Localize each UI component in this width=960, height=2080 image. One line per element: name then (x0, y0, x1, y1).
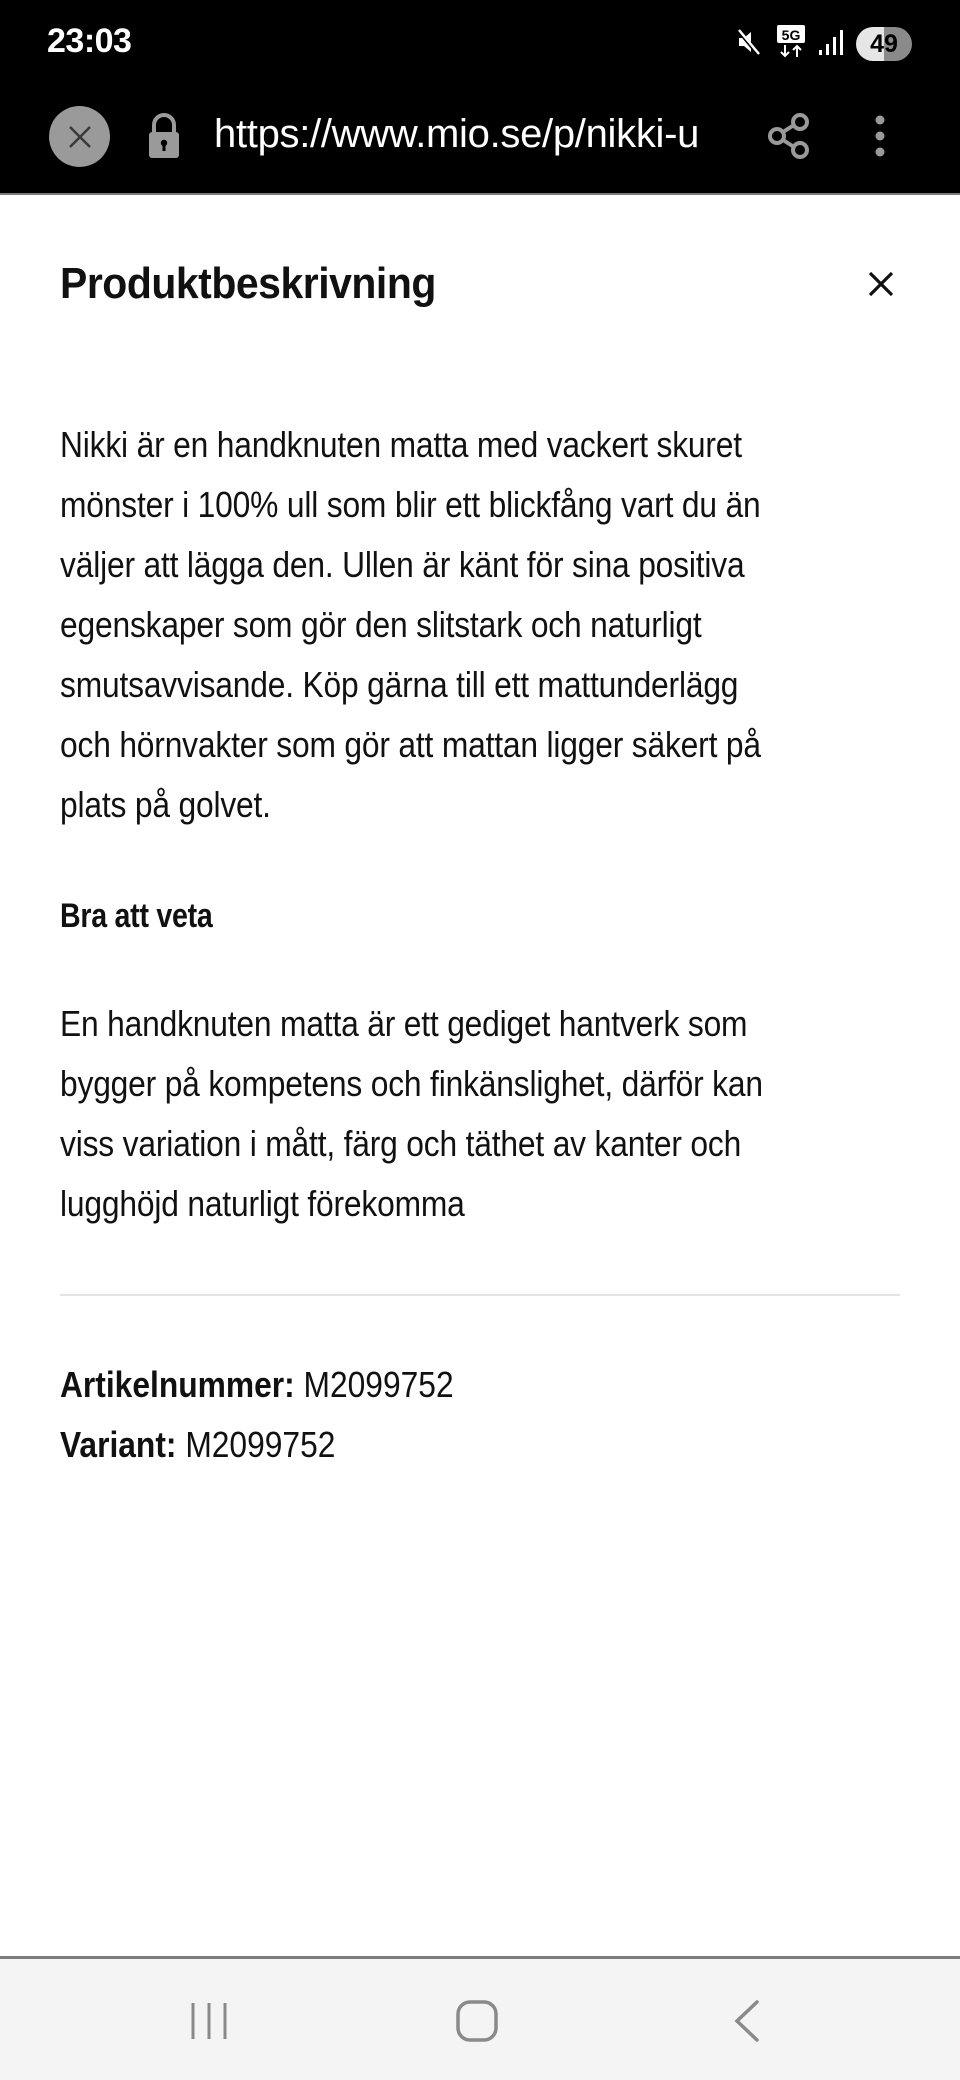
good-to-know-text (60, 994, 960, 1234)
back-icon (731, 2000, 761, 2042)
close-tab-button[interactable] (49, 106, 110, 167)
description-line: väljer att lägga den. Ullen är känt för sina positiva (60, 544, 745, 585)
description-line: plats på golvet. (60, 784, 271, 825)
divider (60, 1294, 900, 1296)
close-tab-icon (66, 123, 94, 151)
menu-button[interactable] (866, 110, 894, 167)
recents-button[interactable] (186, 2001, 232, 2041)
mute-icon (734, 27, 764, 62)
status-time: 23:03 (47, 22, 132, 60)
good-to-know-line: En handknuten matta är ett gediget hantverk som (60, 1003, 748, 1044)
description-line: egenskaper som gör den slitstark och naturligt (60, 604, 702, 645)
close-panel-button[interactable] (862, 265, 900, 303)
good-to-know-heading: Bra att veta (60, 897, 213, 935)
variant-row (60, 1415, 335, 1475)
good-to-know-line: bygger på kompetens och finkänslighet, därför kan (60, 1063, 763, 1104)
lock-icon[interactable] (146, 112, 182, 165)
product-description (60, 415, 960, 835)
share-icon (766, 110, 814, 162)
article-number-value: M2099752 (303, 1364, 454, 1405)
home-button[interactable] (452, 2001, 502, 2041)
good-to-know-line: viss variation i mått, färg och täthet av kanter och (60, 1123, 742, 1164)
svg-text:5G: 5G (781, 26, 801, 43)
variant-value: M2099752 (185, 1424, 336, 1465)
article-number-row (60, 1355, 454, 1415)
status-icons (734, 26, 912, 62)
description-line: mönster i 100% ull som blir ett blickfång vart du än (60, 484, 761, 525)
status-bar (0, 0, 960, 88)
5g-data-icon (776, 24, 806, 65)
signal-icon (818, 28, 844, 61)
product-description-panel (0, 197, 960, 1957)
battery-indicator: 49 (856, 27, 912, 61)
system-nav-bar (0, 1956, 960, 2080)
home-icon (455, 2000, 499, 2042)
kebab-menu-icon (866, 110, 894, 162)
recents-icon (189, 2001, 229, 2041)
back-button[interactable] (726, 2001, 766, 2041)
share-button[interactable] (766, 110, 814, 167)
description-line: smutsavvisande. Köp gärna till ett mattunderlägg (60, 664, 739, 705)
url-field[interactable]: https://www.mio.se/p/nikki-u (214, 112, 700, 156)
article-number-label: Artikelnummer: (60, 1364, 295, 1405)
description-line: Nikki är en handknuten matta med vackert skuret (60, 424, 742, 465)
variant-label: Variant: (60, 1424, 177, 1465)
description-line: och hörnvakter som gör att mattan ligger säkert på (60, 724, 761, 765)
panel-title: Produktbeskrivning (60, 259, 436, 308)
close-icon (867, 270, 895, 298)
good-to-know-line: lugghöjd naturligt förekomma (60, 1183, 465, 1224)
browser-toolbar (0, 88, 960, 195)
